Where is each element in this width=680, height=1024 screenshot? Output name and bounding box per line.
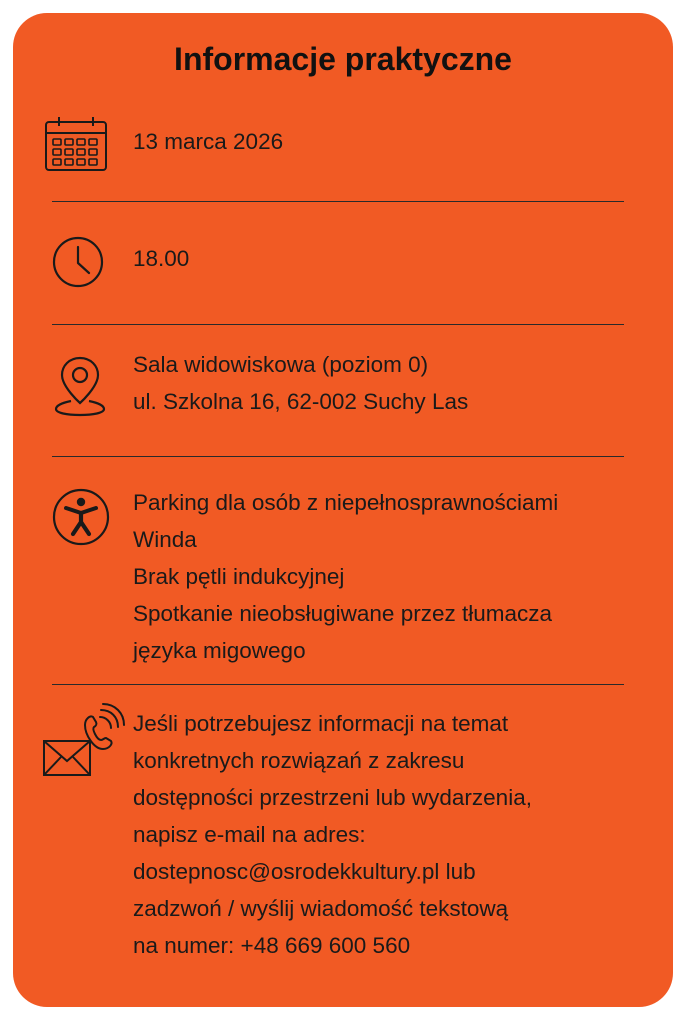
- contact-line: konkretnych rozwiązań z zakresu: [133, 748, 465, 773]
- divider: [52, 324, 624, 325]
- accessibility-text: [133, 484, 658, 669]
- contact-line: napisz e-mail na adres:: [133, 822, 366, 847]
- accessibility-line: Spotkanie nieobsługiwane przez tłumacza: [133, 601, 552, 626]
- time-text: [133, 240, 658, 277]
- location-line: ul. Szkolna 16, 62-002 Suchy Las: [133, 389, 469, 414]
- contact-text: [133, 705, 658, 964]
- clock-icon: [51, 235, 105, 289]
- contact-line: zadzwoń / wyślij wiadomość tekstową: [133, 896, 509, 921]
- location-line: Sala widowiskowa (poziom 0): [133, 352, 429, 377]
- accessibility-line: Parking dla osób z niepełnosprawnościami: [133, 490, 559, 515]
- date-line: 13 marca 2026: [133, 129, 284, 154]
- contact-line: na numer: +48 669 600 560: [133, 933, 411, 958]
- mail-phone-icon: [41, 703, 125, 783]
- info-card: [13, 13, 673, 1007]
- divider: [52, 456, 624, 457]
- location-text: [133, 346, 658, 420]
- contact-line: dostępności przestrzeni lub wydarzenia,: [133, 785, 532, 810]
- location-pin-icon: [53, 355, 107, 417]
- contact-line: Jeśli potrzebujesz informacji na temat: [133, 711, 509, 736]
- time-line: 18.00: [133, 246, 190, 271]
- calendar-icon: [43, 116, 109, 174]
- accessibility-line: języka migowego: [133, 638, 306, 663]
- divider: [52, 201, 624, 202]
- date-text: [133, 123, 658, 160]
- divider: [52, 684, 624, 685]
- contact-line: dostepnosc@osrodekkultury.pl lub: [133, 859, 476, 884]
- accessibility-icon: [51, 487, 111, 547]
- page-title: Informacje praktyczne: [174, 41, 512, 77]
- accessibility-line: Brak pętli indukcyjnej: [133, 564, 345, 589]
- accessibility-line: Winda: [133, 527, 197, 552]
